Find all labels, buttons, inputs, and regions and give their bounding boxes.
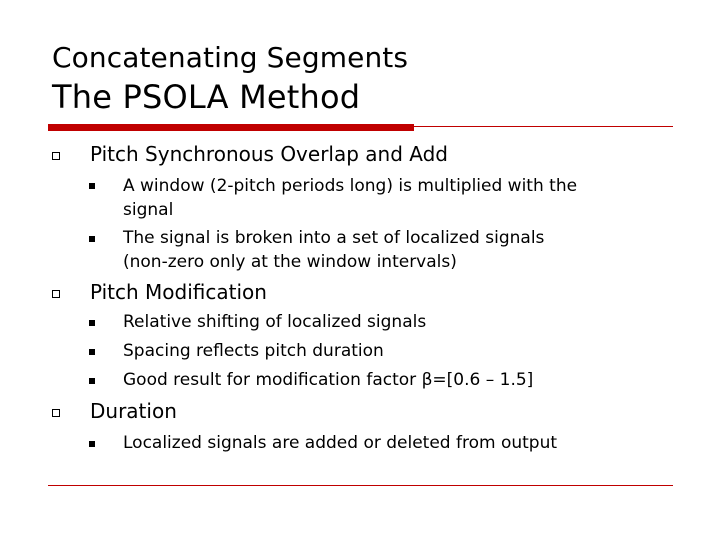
sub-bullet-localized-line-1: The signal is broken into a set of localized signals <box>123 228 545 248</box>
sub-bullet-modification-factor: Good result for modification factor β=[0.6 – 1.5] <box>123 370 534 390</box>
filled-square-icon <box>89 236 95 242</box>
filled-square-icon <box>89 349 95 355</box>
bullet-duration: Duration <box>90 399 177 423</box>
hollow-square-icon <box>52 409 60 417</box>
title-divider-line <box>414 126 673 127</box>
slide-supertitle: Concatenating Segments <box>52 41 409 74</box>
filled-square-icon <box>89 441 95 447</box>
sub-bullet-window-line-2: signal <box>123 200 174 220</box>
title-divider-accent <box>48 124 414 131</box>
hollow-square-icon <box>52 152 60 160</box>
slide-title: The PSOLA Method <box>52 78 361 116</box>
filled-square-icon <box>89 183 95 189</box>
bullet-pitch-synchronous-overlap-add: Pitch Synchronous Overlap and Add <box>90 142 448 166</box>
bottom-divider <box>48 485 673 486</box>
sub-bullet-localized-line-2: (non-zero only at the window intervals) <box>123 252 457 272</box>
filled-square-icon <box>89 378 95 384</box>
hollow-square-icon <box>52 290 60 298</box>
filled-square-icon <box>89 320 95 326</box>
sub-bullet-window-line-1: A window (2-pitch periods long) is multiplied with the <box>123 176 578 196</box>
bullet-pitch-modification: Pitch Modification <box>90 280 267 304</box>
title-divider <box>48 123 673 132</box>
sub-bullet-relative-shifting: Relative shifting of localized signals <box>123 312 427 332</box>
sub-bullet-spacing: Spacing reflects pitch duration <box>123 341 384 361</box>
sub-bullet-added-deleted: Localized signals are added or deleted from output <box>123 433 558 453</box>
